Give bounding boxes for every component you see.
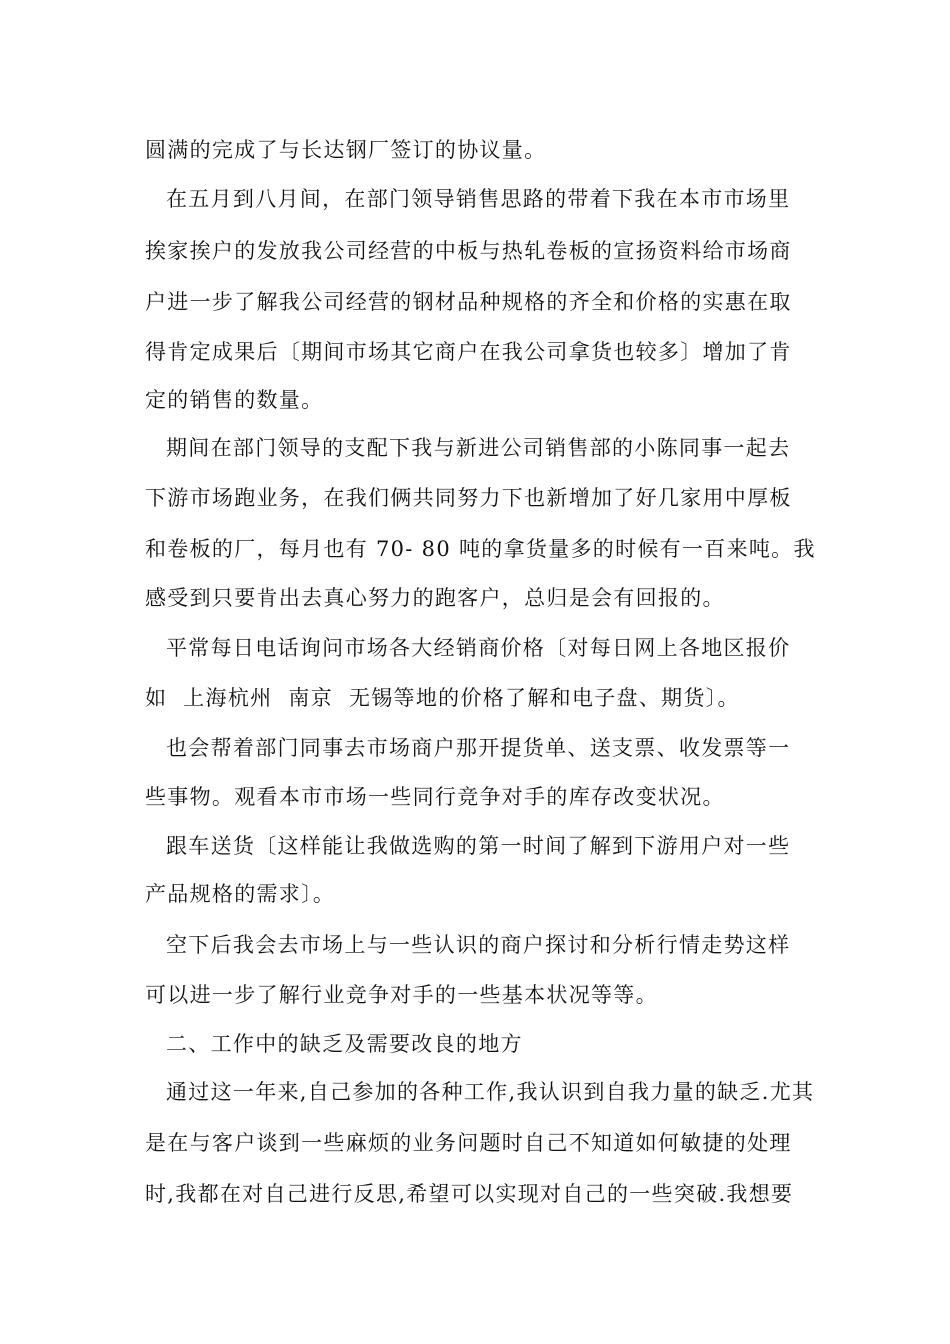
text-line: 得肯定成果后〔期间市场其它商户在我公司拿货也较多〕增加了肯 [145,340,792,364]
text-line: 在五月到八月间，在部门领导销售思路的带着下我在本市市场里 [166,187,791,211]
text-line: 下游市场跑业务，在我们俩共同努力下也新增加了好几家用中厚板 [145,486,792,510]
text-line: 圆满的完成了与长达钢厂签订的协议量。 [145,138,547,162]
text-line: 和卷板的厂，每月也有 70- 80 吨的拿货量多的时候有一百来吨。我 [145,537,816,561]
text-line: 感受到只要肯出去真心努力的跑客户，总归是会有回报的。 [145,586,725,610]
text-line: 时,我都在对自己进行反思,希望可以实现对自己的一些突破.我想要 [145,1182,794,1206]
text-line: 期间在部门领导的支配下我与新进公司销售部的小陈同事一起去 [166,436,791,460]
text-line: 产品规格的需求〕。 [145,882,336,906]
text-line: 定的销售的数量。 [145,388,324,412]
text-line: 也会帮着部门同事去市场商户那开提货单、送支票、收发票等一 [166,736,791,760]
text-line: 是在与客户谈到一些麻烦的业务问题时自己不知道如何敏捷的处理 [145,1131,792,1155]
text-line: 空下后我会去市场上与一些认识的商户探讨和分析行情走势这样 [166,933,791,957]
section-heading: 二、工作中的缺乏及需要改良的地方 [166,1032,523,1056]
text-line: 些事物。观看本市市场一些同行竞争对手的库存改变状况。 [145,785,725,809]
text-line: 如 上海杭州 南京 无锡等地的价格了解和电子盘、期货〕。 [145,686,740,710]
text-line: 跟车送货〔这样能让我做选购的第一时间了解到下游用户对一些 [166,834,791,858]
text-line: 挨家挨户的发放我公司经营的中板与热轧卷板的宣扬资料给市场商 [145,239,792,263]
text-line: 可以进一步了解行业竞争对手的一些基本状况等等。 [145,983,658,1007]
text-line: 通过这一年来,自己参加的各种工作,我认识到自我力量的缺乏.尤其 [166,1080,815,1104]
text-line: 户进一步了解我公司经营的钢材品种规格的齐全和价格的实惠在取 [145,290,792,314]
text-line: 平常每日电话询问市场各大经销商价格〔对每日网上各地区报价 [166,636,791,660]
